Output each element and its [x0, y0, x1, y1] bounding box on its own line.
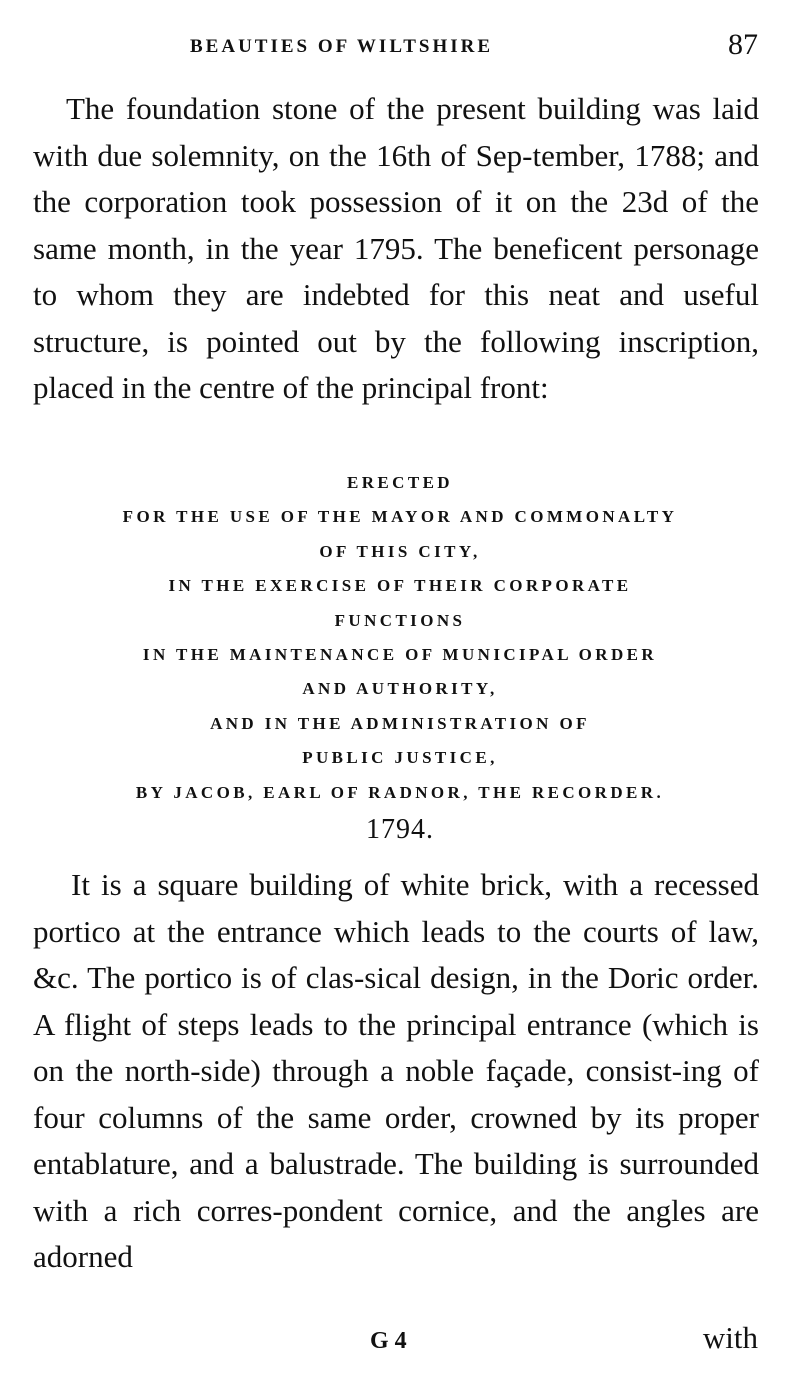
inscription-line: AND AUTHORITY,: [302, 679, 498, 699]
inscription-block: [0, 466, 800, 850]
inscription-line: IN THE EXERCISE OF THEIR CORPORATE: [168, 576, 632, 596]
page-header: [0, 26, 800, 66]
inscription-line: PUBLIC JUSTICE,: [302, 748, 498, 768]
inscription-year: 1794.: [366, 814, 434, 846]
inscription-line: OF THIS CITY,: [319, 541, 481, 561]
body-paragraph-1: The foundation stone of the present building was laid with due solemnity, on the 16th of Sep-tember, 1788; and the corporation took possession of it on the 23d of the same month, in the year 1795. The beneficent personage to whom they are indebted for this neat and useful structure, is pointed out by the following inscription, placed in the centre of the principal front:: [33, 91, 759, 405]
inscription-line: ERECTED: [347, 473, 453, 492]
signature-mark: G 4: [370, 1328, 407, 1354]
inscription-line: FUNCTIONS: [334, 610, 466, 630]
body-paragraph-2: It is a square building of white brick, with a recessed portico at the entrance which leads to the courts of law, &c. The portico is of clas-sical design, in the Doric order. A flight of steps leads to the principal entrance (which is on the north-side) through a noble façade, consist-ing of four columns of the same order, crowned by its proper entablature, and a balustrade. The building is surrounded with a rich corres-pondent cornice, and the angles are adorned: [33, 867, 759, 1274]
catchword: with: [702, 1320, 758, 1355]
inscription-line: AND IN THE ADMINISTRATION OF: [210, 713, 590, 733]
running-title: BEAUTIES OF WILTSHIRE: [190, 36, 494, 57]
page-number: 87: [728, 28, 758, 61]
inscription-line: BY JACOB, EARL OF RADNOR, THE RECORDER.: [135, 782, 665, 802]
inscription-line: FOR THE USE OF THE MAYOR AND COMMONALTY: [122, 507, 678, 527]
inscription-line: IN THE MAINTENANCE OF MUNICIPAL ORDER: [142, 645, 658, 665]
